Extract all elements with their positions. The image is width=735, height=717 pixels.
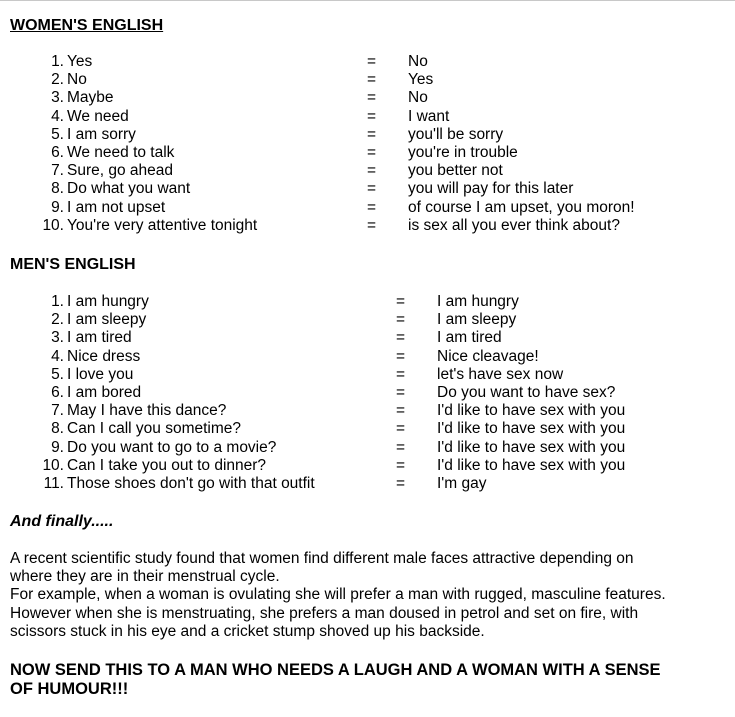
equals-sign: = (367, 53, 377, 70)
equals-sign: = (396, 347, 406, 365)
item-meaning: I am hungry (437, 293, 519, 310)
item-meaning: I'd like to have sex with you (437, 402, 626, 420)
item-meaning: No (408, 89, 428, 107)
item-meaning: Yes (408, 71, 434, 89)
item-number: 3. (51, 89, 64, 107)
list-item (0, 475, 735, 493)
closing-line: NOW SEND THIS TO A MAN WHO NEEDS A LAUGH AND A WOMAN WITH A SENSE (10, 661, 661, 679)
list-item (0, 457, 735, 475)
item-phrase: I am tired (67, 329, 132, 347)
item-phrase: I am not upset (67, 198, 166, 216)
paragraph-line: However when she is menstruating, she prefers a man doused in petrol and set on fire, with (10, 604, 639, 622)
list-item (0, 293, 735, 311)
item-phrase: I am hungry (67, 293, 149, 310)
list-item (0, 108, 735, 126)
equals-sign: = (396, 420, 406, 438)
equals-sign: = (396, 474, 406, 492)
list-item (0, 402, 735, 420)
item-number: 5. (51, 365, 64, 383)
equals-sign: = (367, 216, 377, 234)
item-number: 5. (51, 125, 64, 143)
item-phrase: Maybe (67, 89, 114, 107)
item-meaning: you will pay for this later (408, 180, 574, 198)
equals-sign: = (396, 456, 406, 474)
item-meaning: Nice cleavage! (437, 347, 539, 365)
item-number: 9. (51, 438, 64, 456)
item-meaning: of course I am upset, you moron! (408, 198, 635, 216)
item-phrase: You're very attentive tonight (67, 216, 258, 234)
item-phrase: May I have this dance? (67, 402, 227, 420)
item-number: 1. (51, 293, 64, 310)
item-meaning: I am tired (437, 329, 502, 347)
item-phrase: Sure, go ahead (67, 162, 174, 180)
item-meaning: you're in trouble (408, 143, 518, 161)
paragraph-line: scissors stuck in his eye and a cricket stump shoved up his backside. (10, 622, 485, 640)
item-meaning: I want (408, 107, 450, 125)
study-paragraph (10, 550, 710, 641)
paragraph-line: For example, when a woman is ovulating she will prefer a man with rugged, masculine features. (10, 586, 666, 604)
list-item (0, 366, 735, 384)
top-border (0, 0, 735, 1)
item-phrase: Nice dress (67, 347, 141, 365)
closing-message (10, 661, 661, 699)
paragraph-line: A recent scientific study found that women find different male faces attractive depending on (10, 550, 634, 567)
item-meaning: No (408, 53, 428, 70)
item-phrase: Those shoes don't go with that outfit (67, 474, 315, 492)
list-item (0, 384, 735, 402)
item-number: 1. (51, 53, 64, 70)
item-number: 6. (51, 143, 64, 161)
item-meaning: I'm gay (437, 474, 487, 492)
equals-sign: = (396, 365, 406, 383)
equals-sign: = (396, 402, 406, 420)
list-item (0, 144, 735, 162)
equals-sign: = (396, 311, 406, 329)
item-number: 7. (51, 402, 64, 420)
womens-english-list (0, 53, 735, 235)
list-item (0, 439, 735, 457)
equals-sign: = (396, 383, 406, 401)
item-meaning: I'd like to have sex with you (437, 456, 626, 474)
item-phrase: We need (67, 107, 129, 125)
mens-english-list (0, 293, 735, 493)
item-phrase: I am sleepy (67, 311, 147, 329)
list-item (0, 311, 735, 329)
item-meaning: I'd like to have sex with you (437, 438, 626, 456)
item-phrase: Do you want to go to a movie? (67, 438, 277, 456)
item-phrase: Can I call you sometime? (67, 420, 242, 438)
womens-english-heading: WOMEN'S ENGLISH (10, 17, 164, 34)
item-phrase: Do what you want (67, 180, 191, 198)
item-number: 6. (51, 383, 64, 401)
item-number: 10. (42, 216, 64, 234)
item-number: 9. (51, 198, 64, 216)
item-phrase: We need to talk (67, 143, 175, 161)
item-number: 3. (51, 329, 64, 347)
item-number: 8. (51, 420, 64, 438)
item-meaning: you better not (408, 162, 503, 180)
item-number: 11. (43, 474, 64, 492)
list-item (0, 329, 735, 347)
item-phrase: I am bored (67, 383, 142, 401)
item-meaning: you'll be sorry (408, 125, 504, 143)
item-number: 8. (51, 180, 64, 198)
item-number: 4. (51, 107, 64, 125)
item-number: 2. (51, 311, 64, 329)
list-item (0, 162, 735, 180)
item-phrase: No (67, 71, 87, 89)
list-item (0, 89, 735, 107)
paragraph-line: where they are in their menstrual cycle. (10, 568, 280, 586)
list-item (0, 180, 735, 198)
item-number: 10. (42, 456, 64, 474)
list-item (0, 199, 735, 217)
item-phrase: Can I take you out to dinner? (67, 456, 267, 474)
closing-line: OF HUMOUR!!! (10, 680, 129, 698)
item-meaning: Do you want to have sex? (437, 383, 616, 401)
list-item (0, 217, 735, 235)
equals-sign: = (396, 438, 406, 456)
mens-english-heading: MEN'S ENGLISH (10, 256, 136, 273)
equals-sign: = (396, 293, 406, 310)
list-item (0, 126, 735, 144)
item-number: 4. (51, 347, 64, 365)
and-finally-heading: And finally..... (10, 513, 114, 530)
equals-sign: = (367, 180, 377, 198)
equals-sign: = (367, 89, 377, 107)
equals-sign: = (367, 162, 377, 180)
item-phrase: I am sorry (67, 125, 136, 143)
list-item (0, 348, 735, 366)
item-phrase: Yes (67, 53, 93, 70)
item-number: 2. (51, 71, 64, 89)
item-meaning: I'd like to have sex with you (437, 420, 626, 438)
equals-sign: = (367, 198, 377, 216)
equals-sign: = (367, 125, 377, 143)
equals-sign: = (367, 71, 377, 89)
item-meaning: let's have sex now (437, 365, 564, 383)
item-meaning: is sex all you ever think about? (408, 216, 620, 234)
list-item (0, 53, 735, 71)
item-meaning: I am sleepy (437, 311, 517, 329)
item-phrase: I love you (67, 365, 134, 383)
item-number: 7. (51, 162, 64, 180)
list-item (0, 71, 735, 89)
list-item (0, 420, 735, 438)
equals-sign: = (396, 329, 406, 347)
equals-sign: = (367, 107, 377, 125)
equals-sign: = (367, 143, 377, 161)
